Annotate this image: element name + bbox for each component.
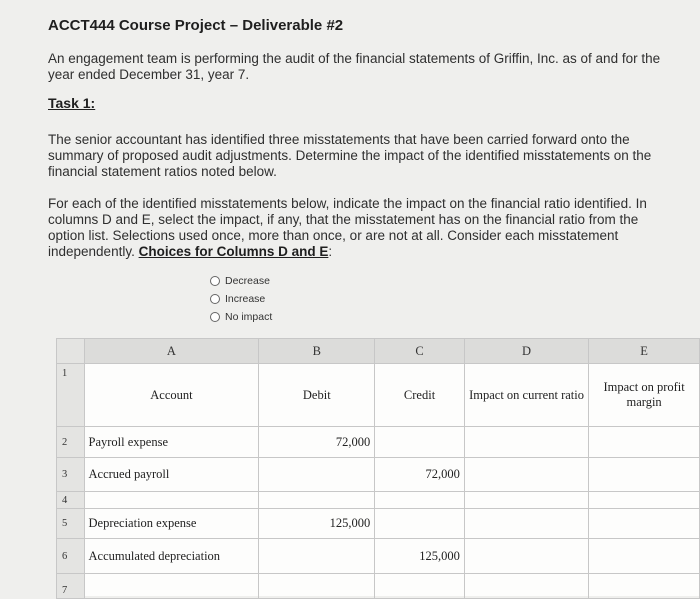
spreadsheet xyxy=(56,338,700,596)
choices-list xyxy=(210,272,272,326)
row-number: 1 xyxy=(57,364,85,427)
table-row xyxy=(57,458,700,492)
radio-icon[interactable] xyxy=(210,276,220,286)
row-number: 7 xyxy=(57,574,85,599)
radio-icon[interactable] xyxy=(210,312,220,322)
impact-profit-margin-cell xyxy=(589,492,700,509)
account-cell xyxy=(84,492,259,509)
table-row xyxy=(57,492,700,509)
row-number: 3 xyxy=(57,458,85,492)
debit-cell xyxy=(259,458,375,492)
debit-cell: 72,000 xyxy=(259,427,375,458)
impact-profit-margin-cell[interactable] xyxy=(589,539,700,574)
table-row xyxy=(57,364,700,427)
column-header-a: A xyxy=(84,339,259,364)
column-header-b: B xyxy=(259,339,375,364)
impact-current-ratio-cell xyxy=(464,492,588,509)
account-cell: Accumulated depreciation xyxy=(84,539,259,574)
option-decrease[interactable] xyxy=(210,272,272,290)
account-cell: Depreciation expense xyxy=(84,509,259,539)
header-impact-profit-margin: Impact on profit margin xyxy=(589,364,700,427)
table-row xyxy=(57,539,700,574)
task-description: The senior accountant has identified three misstatements that have been carried forward onto the summary of proposed audit adjustments. Determine the impact of the identified misstatements on the financial statement ratios noted below. xyxy=(48,132,652,179)
table-row xyxy=(57,574,700,599)
row-number: 6 xyxy=(57,539,85,574)
choices-link[interactable]: Choices for Columns D and E xyxy=(138,244,329,259)
header-debit: Debit xyxy=(259,364,375,427)
header-credit: Credit xyxy=(375,364,465,427)
impact-current-ratio-cell[interactable] xyxy=(464,458,588,492)
task-heading: Task 1: xyxy=(48,95,96,111)
option-label: Decrease xyxy=(225,275,270,287)
instructions-text: For each of the identified misstatements below, indicate the impact on the financial ratio identified. In columns D and E, select the impact, if any, that the misstatement has on the financial ratio from the option list. Selections used once, more than once, or are not at all. Consider each misstatement independently. xyxy=(48,196,647,259)
credit-cell xyxy=(375,509,465,539)
corner-cell xyxy=(57,339,85,364)
table-row xyxy=(57,427,700,458)
debit-cell xyxy=(259,492,375,509)
header-impact-current-ratio: Impact on current ratio xyxy=(464,364,588,427)
credit-cell xyxy=(375,492,465,509)
option-no-impact[interactable] xyxy=(210,308,272,326)
credit-cell: 72,000 xyxy=(375,458,465,492)
impact-profit-margin-cell[interactable] xyxy=(589,427,700,458)
radio-icon[interactable] xyxy=(210,294,220,304)
credit-cell: 125,000 xyxy=(375,539,465,574)
account-cell: Payroll expense xyxy=(84,427,259,458)
column-header-row xyxy=(57,339,700,364)
impact-current-ratio-cell[interactable] xyxy=(464,427,588,458)
impact-current-ratio-cell xyxy=(464,574,588,599)
row-number: 5 xyxy=(57,509,85,539)
option-label: No impact xyxy=(225,311,273,323)
column-header-c: C xyxy=(375,339,465,364)
account-cell xyxy=(84,574,259,599)
spreadsheet-table xyxy=(56,338,700,599)
debit-cell xyxy=(259,574,375,599)
column-header-e: E xyxy=(589,339,700,364)
row-number: 2 xyxy=(57,427,85,458)
table-row xyxy=(57,509,700,539)
task-instructions xyxy=(48,196,678,260)
debit-cell: 125,000 xyxy=(259,509,375,539)
impact-current-ratio-cell[interactable] xyxy=(464,509,588,539)
header-account: Account xyxy=(84,364,259,427)
credit-cell xyxy=(375,427,465,458)
row-number: 4 xyxy=(57,492,85,509)
impact-profit-margin-cell[interactable] xyxy=(589,509,700,539)
column-header-d: D xyxy=(464,339,588,364)
debit-cell xyxy=(259,539,375,574)
option-increase[interactable] xyxy=(210,290,272,308)
intro-text: An engagement team is performing the audit of the financial statements of Griffin, Inc. as of and for the year ended December 31, year 7. xyxy=(48,51,661,82)
account-cell: Accrued payroll xyxy=(84,458,259,492)
page-title: ACCT444 Course Project – Deliverable #2 xyxy=(48,17,344,34)
impact-profit-margin-cell[interactable] xyxy=(589,458,700,492)
credit-cell xyxy=(375,574,465,599)
impact-profit-margin-cell xyxy=(589,574,700,599)
choices-suffix: : xyxy=(328,244,333,259)
option-label: Increase xyxy=(225,293,266,305)
impact-current-ratio-cell[interactable] xyxy=(464,539,588,574)
